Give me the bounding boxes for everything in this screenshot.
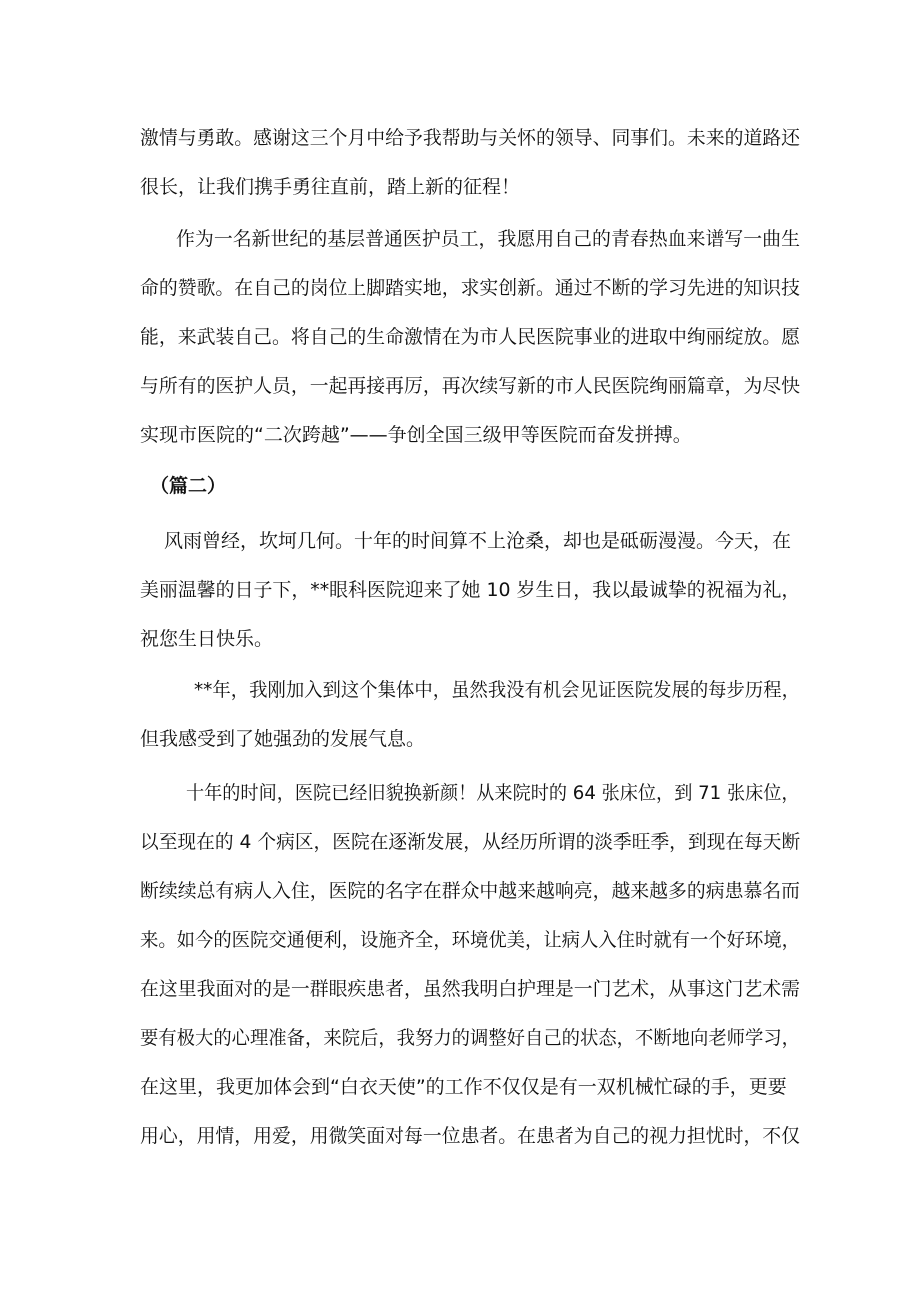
text-line-11: 祝您生日快乐。: [140, 628, 274, 650]
text-line-20: 在这里，我更加体会到“白衣天使”的工作不仅仅是有一双机械忙碌的手，更要: [140, 1076, 787, 1098]
text-line-15: 以至现在的 4 个病区，医院在逐渐发展，从经历所谓的淡季旺季，到现在每天断: [140, 831, 801, 853]
text-line-3: 作为一名新世纪的基层普通医护员工，我愿用自己的青春热血来谱写一曲生: [176, 228, 801, 250]
text-line-7: 实现市医院的“二次跨越”——争创全国三级甲等医院而奋发拼搏。: [140, 424, 692, 446]
text-line-19: 要有极大的心理准备，来院后，我努力的调整好自己的状态，不断地向老师学习，: [140, 1027, 801, 1049]
text-line-18: 在这里我面对的是一群眼疾患者，虽然我明白护理是一门艺术，从事这门艺术需: [140, 978, 801, 1000]
text-line-13: 但我感受到了她强劲的发展气息。: [140, 728, 426, 750]
text-line-16: 断续续总有病人入住，医院的名字在群众中越来越响亮，越来越多的病患慕名而: [140, 880, 801, 902]
text-line-4: 命的赞歌。在自己的岗位上脚踏实地，求实创新。通过不断的学习先进的知识技: [140, 277, 801, 299]
text-line-9: 风雨曾经，坎坷几何。十年的时间算不上沧桑，却也是砥砺漫漫。今天，在: [164, 530, 792, 552]
text-line-12: **年，我刚加入到这个集体中，虽然我没有机会见证医院发展的每步历程，: [194, 679, 801, 701]
text-line-10: 美丽温馨的日子下，**眼科医院迎来了她 10 岁生日，我以最诚挚的祝福为礼，: [140, 579, 801, 601]
section-heading: （篇二）: [150, 475, 227, 497]
text-line-1: 激情与勇敢。感谢这三个月中给予我帮助与关怀的领导、同事们。未来的道路还: [140, 127, 801, 149]
text-line-2: 很长，让我们携手勇往直前，踏上新的征程！: [140, 176, 521, 198]
text-line-14: 十年的时间，医院已经旧貌换新颜！从来院时的 64 张床位，到 71 张床位，: [186, 782, 800, 804]
text-line-21: 用心，用情，用爱，用微笑面对每一位患者。在患者为自己的视力担忧时，不仅: [140, 1125, 801, 1147]
text-line-6: 与所有的医护人员，一起再接再厉，再次续写新的市人民医院绚丽篇章，为尽快: [140, 375, 801, 397]
text-line-17: 来。如今的医院交通便利，设施齐全，环境优美，让病人入住时就有一个好环境，: [140, 929, 801, 951]
text-line-5: 能，来武装自己。将自己的生命激情在为市人民医院事业的进取中绚丽绽放。愿: [140, 326, 801, 348]
